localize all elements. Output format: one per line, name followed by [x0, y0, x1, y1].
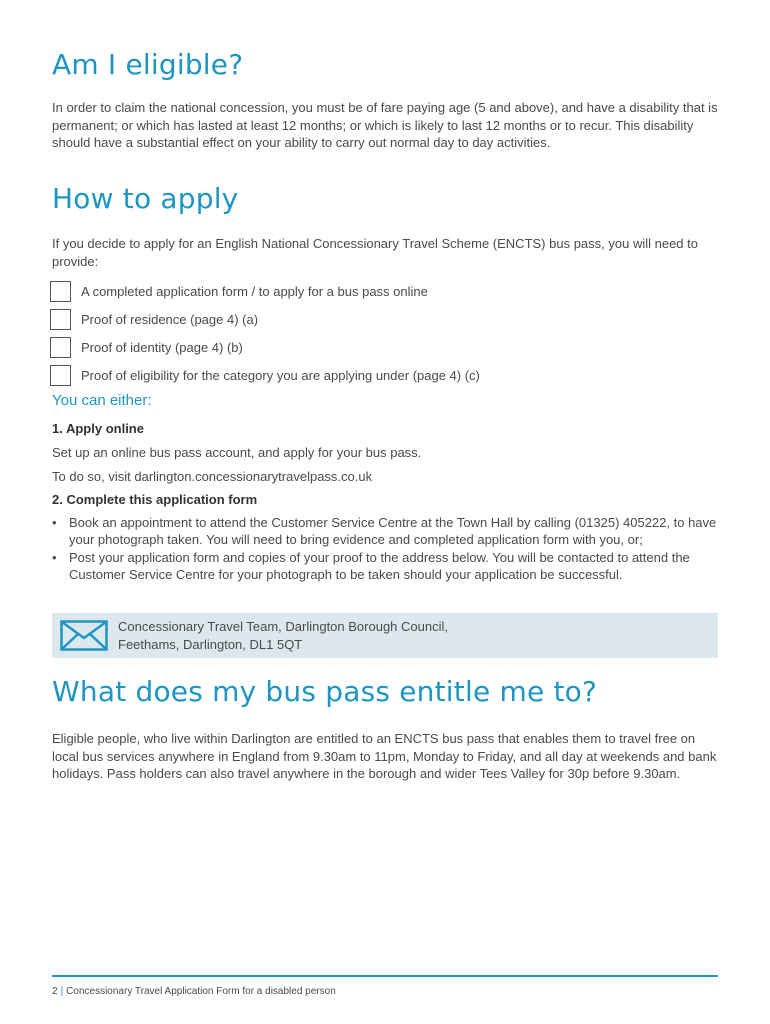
- checklist-item-label: Proof of identity (page 4) (b): [81, 339, 243, 355]
- how-to-apply-heading: How to apply: [52, 182, 239, 215]
- checklist-item-label: Proof of residence (page 4) (a): [81, 311, 259, 327]
- address-line-1: Concessionary Travel Team, Darlington Borough Council,: [118, 619, 448, 634]
- checkbox[interactable]: [50, 365, 71, 386]
- bullet-icon: •: [52, 550, 57, 565]
- address-text: [118, 618, 448, 653]
- checkbox[interactable]: [50, 337, 71, 358]
- bullet-text: Book an appointment to attend the Customer Service Centre at the Town Hall by calling (01325) 405222, to have your photograph taken. You will need to bring evidence and completed application form with you, or;: [69, 515, 717, 547]
- footer-divider: [52, 975, 718, 977]
- page-number: 2: [52, 986, 58, 997]
- checklist-item: [50, 277, 480, 305]
- address-box: [52, 613, 718, 658]
- footer-title: Concessionary Travel Application Form for a disabled person: [66, 986, 336, 997]
- checkbox[interactable]: [50, 281, 71, 302]
- checklist-item: [50, 361, 480, 389]
- apply-online-text: Set up an online bus pass account, and apply for your bus pass.: [52, 445, 422, 460]
- bullet-icon: •: [52, 515, 57, 530]
- entitlement-heading: What does my bus pass entitle me to?: [52, 675, 598, 708]
- apply-online-title: 1. Apply online: [52, 421, 144, 436]
- bullet-item: [52, 515, 718, 548]
- checklist-item: [50, 333, 480, 361]
- apply-online-url-text: To do so, visit darlington.concessionarytravelpass.co.uk: [52, 469, 373, 484]
- checkbox[interactable]: [50, 309, 71, 330]
- you-can-either-heading: You can either:: [52, 392, 152, 409]
- page-footer: [52, 986, 336, 997]
- complete-form-bullets: [52, 515, 718, 585]
- checklist-item-label: A completed application form / to apply for a bus pass online: [81, 283, 428, 299]
- how-to-apply-intro: If you decide to apply for an English National Concessionary Travel Scheme (ENCTS) bus pass, you will need to provide:: [52, 236, 698, 269]
- complete-form-title: 2. Complete this application form: [52, 492, 258, 507]
- eligibility-body: In order to claim the national concession, you must be of fare paying age (5 and above), and have a disability that is permanent; or which has lasted at least 12 months; or which is likely to last 12 months or to recur. This disability should have a substantial effect on your ability to carry out normal day to day activities.: [52, 100, 718, 150]
- envelope-icon: [60, 620, 110, 652]
- eligibility-heading: Am I eligible?: [52, 48, 244, 81]
- entitlement-body: Eligible people, who live within Darlington are entitled to an ENCTS bus pass that enables them to travel free on local bus services anywhere in England from 9.30am to 11pm, Monday to Friday, and all day at weekends and bank holidays. Pass holders can also travel anywhere in the borough and wider Tees Valley for 30p before 9.30am.: [52, 731, 717, 781]
- bullet-item: [52, 550, 718, 583]
- footer-separator: |: [60, 986, 64, 997]
- checklist-item-label: Proof of eligibility for the category you are applying under (page 4) (c): [81, 367, 480, 383]
- bullet-text: Post your application form and copies of your proof to the address below. You will be contacted to attend the Customer Service Centre for your photograph to be taken should your application be successful.: [69, 550, 690, 582]
- checklist-item: [50, 305, 480, 333]
- requirements-checklist: [50, 277, 480, 389]
- address-line-2: Feethams, Darlington, DL1 5QT: [118, 636, 303, 652]
